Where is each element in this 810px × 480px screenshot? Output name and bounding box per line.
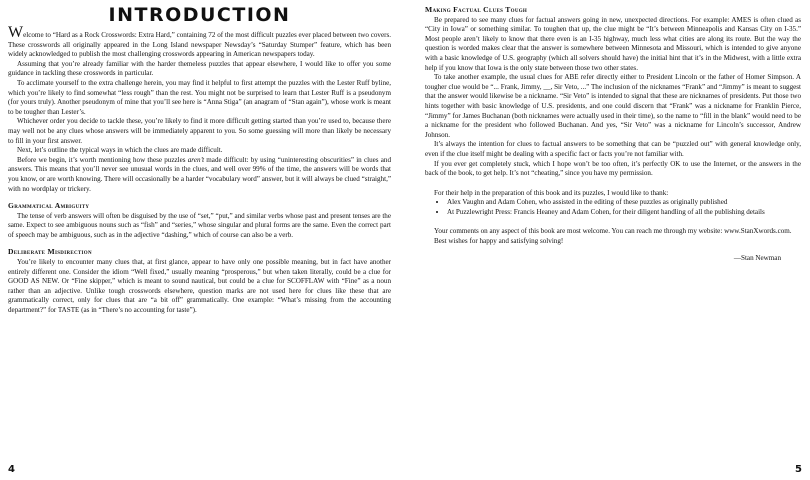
best-wishes: Best wishes for happy and satisfying solving! [434,237,564,246]
signature: —Stan Newman [733,253,781,262]
right-column [425,4,801,263]
paragraph: Be prepared to see many clues for factual answers going in new, unexpected directions. For example: AMES is often clued as “City in Iowa” or something similar. To toughen that up, the clue might be “It’s between Minneapolis and Kansas City on I-35.” Most people aren’t likely to know that there even is an I-35 highway, much less what cities are along its route. But the way the question is worded makes clear that the answer is somewhere between Minnesota and Missouri, which is intended to give anyone with a basic knowledge of U.S. geography (which all solvers should have) the initial hint that it’s in the Midwest, with a little extra help if you know that Iowa is the only state between those two other states. [425,15,801,72]
paragraph: The tense of verb answers will often be disguised by the use of “set,” “put,” and similar verbs whose past and present tenses are the same. Expect to see ambiguous nouns such as “fish” and “series,” whose singular and plural forms are the same. Even the correct part of speech may be ambiguous, such as in the adjective “dashing,” which of course can also be a verb. [8,211,391,239]
text-run: made difficult: by using “uninteresting obscurities” in clues and answers. This means that you’ll never see unusual words in the clues, and well over 99% of the time, the answers will be words that you know, or are worth knowing. There will occasionally be a harder “vocabulary word” answer, but it will always be clued “straight,” with no wordplay or trickery. [8,155,392,193]
section-heading-making-factual-clues-tough: Making Factual Clues Tough [425,5,528,14]
page-number-right: 5 [795,464,802,475]
intro-paragraph [8,24,391,60]
intro-text: elcome to “Hard as a Rock Crosswords: Extra Hard,” containing 72 of the most difficult puzzles ever placed between two covers. These crosswords all originally appeared in the Long Island newspaper Newsday’s “Saturday Stumper” feature, which has been widely acknowledged to publish the most challenging crosswords appearing in American newspapers today. [8,31,391,59]
emphasis: aren’t [187,155,205,164]
thanks-intro: For their help in the preparation of this book and its puzzles, I would like to thank: [434,188,669,197]
page-number-left: 4 [8,464,15,475]
paragraph: To take another example, the usual clues for ABE refer directly either to President Lincoln or the father of Homer Simpson. A tougher clue would be “... Frank, Jimmy, __, Sir Veto, ...” The inclusion of the nicknames “Frank” and “Jimmy” is meant to suggest that the answer would likewise be a nickname. “Sir Veto” is intended to signal that these are nicknames of presidents. Put those two hints together with basic knowledge of U.S. presidents, and one could discern that “Frank” was a nickname for Franklin Pierce, “Jimmy” for James Buchanan (both nicknames were actually used in their time), so the name to “fill in the blank” would need to be a nickname for the president who followed Buchanan. And yes, “Sir Veto” was a nickname for Lincoln’s successor, Andrew Johnson. [425,73,801,139]
paragraph: Next, let’s outline the typical ways in which the clues are made difficult. [17,146,223,155]
thanks-list [425,198,801,217]
right-page [405,0,810,480]
paragraph: Whichever order you decide to tackle these, you’re likely to find it more difficult getting started than you’re used to, because there may well not be any clues whose answers will be immediately apparent to you. So some guessing will more than likely be necessary to fill in your first answer. [8,117,391,145]
section-heading-deliberate-misdirection: Deliberate Misdirection [8,247,92,257]
page-title: INTRODUCTION [108,4,291,26]
paragraph: If you ever get completely stuck, which I hope won’t be too often, it’s perfectly OK to use the Internet, or the answers in the back of the book, to get help. It’s not “cheating,” since you have my permission. [425,159,801,178]
paragraph: You’re likely to encounter many clues that, at first glance, appear to have only one possible meaning, but in fact have another entirely different one. Consider the idiom “Well fixed,” usually meaning “prosperous,” but when taken literally, could be a clue for GOOD AS NEW. Or “Fine skipper,” which is meant to sound nautical, but could be a clue for SCOFFLAW with “Fine” as a noun rather than an adjective. Unlike tough crosswords elsewhere, question marks are not used here for clues like these that are grammatically correct, only for clues that are “a bit off” grammatically. One example: “What’s missing from the accounting department?” for TASTE (as in “There’s no accounting for taste”). [8,258,391,315]
section-heading-grammatical-ambiguity: Grammatical Ambiguity [8,201,90,211]
paragraph: Assuming that you’re already familiar with the harder themeless puzzles that appear elsewhere, I would like to offer you some guidance in tackling these crosswords in particular. [8,59,391,78]
list-item: • At Puzzlewright Press: Francis Heaney and Adam Cohen, for their diligent handling of all the publishing details [447,208,801,218]
paragraph [8,156,391,194]
list-item: • Alex Vaughn and Adam Cohen, who assisted in the editing of these puzzles as originally published [447,198,801,208]
comments-paragraph: Your comments on any aspect of this book are most welcome. You can reach me through my website: www.StanXwords.com. [434,227,792,236]
drop-cap: W [8,24,24,41]
left-column [8,4,391,316]
paragraph: It’s always the intention for clues to factual answers to be something that can be “puzzled out” with general knowledge only, even if the clue itself might be dealing with a specific fact or facts you’re not familiar with. [425,140,801,158]
text-run: Before we begin, it’s worth mentioning how these puzzles [17,155,188,164]
spacer [425,179,801,189]
spacer [425,217,801,227]
paragraph: To acclimate yourself to the extra challenge herein, you may find it helpful to first attempt the puzzles with the Lester Ruff byline, which you’re likely to find somewhat “less rough” than the rest. You might not be surprised to learn that Lester Ruff is a pseudonym (for yours truly). Another pseudonym of mine that you’ll see here is “Anna Stiga” (an anagram of “Stan again”), whose work is meant to be tougher than Lester’s. [8,78,391,116]
